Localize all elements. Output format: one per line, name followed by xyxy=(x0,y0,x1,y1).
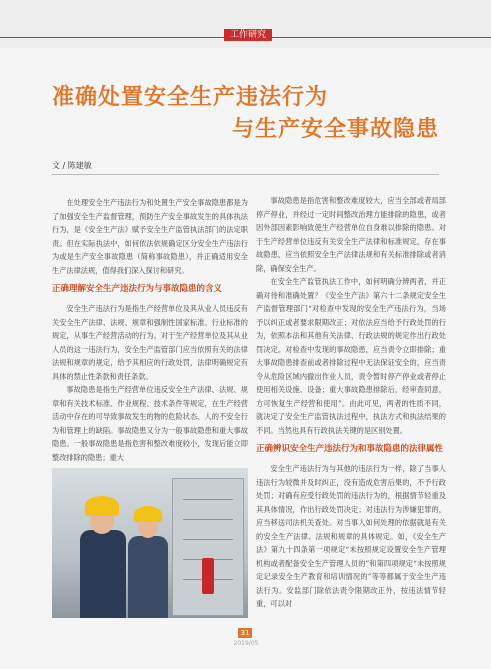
section-heading-1: 正确理解安全生产违法行为与事故隐患的含义 xyxy=(52,284,223,294)
intro-paragraph: 在处理安全生产违法行为和处置生产安全事故隐患都是为了加强安全生产监督管理，预防生产安全事故发生的具体执法行为，是《安全生产法》赋予安全生产监管执法部门的法定职责。但在实际执法中，如何依法依规确定区分安全生产违法行为或是生产安全事故隐患（简称事故隐患），并正确适用安全生产法律法规，值得我们深入探讨和研究。 xyxy=(52,198,248,275)
safety-helmet-icon xyxy=(134,506,162,522)
safety-helmet-icon xyxy=(85,496,119,516)
worker-figure xyxy=(80,530,126,618)
section-heading-2: 正确辨识安全生产违法行为和事故隐患的法律属性 xyxy=(256,444,444,454)
section-tab: 工作研究 xyxy=(224,29,272,41)
body-paragraph: 在安全生产监管执法工作中，如何明确分辨两者，并正确对待和准确处置？《安全生产法》第六十二条规定安全生产监督管理部门“对检查中发现的安全生产违法行为，当场予以纠正或者要求限期改正；对依法应当给予行政处罚的行为，依照本法和其他有关法律、行政法规的规定作出行政处罚决定。对检查中发现的事故隐患，应当责令立即排除；重大事故隐患排查前或者排除过程中无法保证安全的，应当责令从危险区域内撤出作业人员，责令暂时停产停业或者停止使用相关设施、设备；重大事故隐患排除后，经审查同意，方可恢复生产经营和使用”。由此可见，两者的性质不同，就决定了安全生产监管执法过程中，执法方式和执法结果的不同。当然也具有行政执法关键的是区别处置。 xyxy=(256,277,446,435)
right-column xyxy=(256,194,446,611)
worker-figure xyxy=(128,536,168,618)
fire-extinguisher xyxy=(202,558,214,594)
page-number: 31 xyxy=(238,628,252,638)
article-title-line2: 与生产安全事故隐患 xyxy=(232,117,440,142)
author-rule xyxy=(52,174,439,175)
left-column xyxy=(52,196,248,464)
body-paragraph: 安全生产违法行为是指生产经营单位及其从业人员违反有关安全生产法律、法规、规章和强制性国家标准、行业标准的规定，从事生产经营活动的行为。对于生产经营单位及其从业人员的这一违法行为，安全生产监管部门应当依照有关的法律法规和规章的规定，给予其相应的行政处罚，法律明确规定有具体的禁止性条款和责任条款。 xyxy=(52,304,248,381)
body-paragraph: 事故隐患是指生产经营单位违反安全生产法律、法规、规章和有关技术标准、作业规程、技术条件等规定，在生产经营活动中存在的可导致事故发生的物的危险状态、人的不安全行为和管理上的缺陷。事故隐患又分为一般事故隐患和重大事故隐患。一般事故隐患是指危害和整改难度较小，发现后能立即整改排除的隐患；重大 xyxy=(52,385,248,462)
workers-photo xyxy=(52,468,248,618)
electrical-cabinet xyxy=(172,478,244,616)
body-paragraph: 安全生产违法行为与其他的违法行为一样，除了当事人违法行为较微并及时纠正，没有造成危害后果的，不予行政处罚；对确有应受行政处罚的违法行为的，根据情节轻重及其具体情况，作出行政处罚决定；对违法行为涉嫌犯罪的，应当移送司法机关查处。对当事人如何处理的依据就是有关的安全生产法律、法规和规章的具体规定。如，《安全生产法》第九十四条第一项规定“未按照规定设置安全生产管理机构或者配备安全生产管理人员的”和第四项规定“未按照规定记录安全生产教育和培训情况的”等等都属于安全生产违法行为。安监部门除依法责令限期改正外，按违法情节轻重，可以对 xyxy=(256,464,446,608)
author-byline: 文 / 陈建敏 xyxy=(52,161,92,170)
issue-label: 2019/05 xyxy=(233,640,259,647)
body-paragraph: 事故隐患是指危害和整改难度较大，应当全部或者局部停产停业，并经过一定时间整改治理方能排除的隐患，或者因外部因素影响致使生产经营单位自身难以排除的隐患。对于生产经营单位违反有关安全生产法律和标准规定，存在事故隐患，应当依照安全生产法律法规和有关标准排除或者消除，确保安全生产。 xyxy=(256,196,446,273)
article-title-line1: 准确处置安全生产违法行为 xyxy=(52,85,329,110)
